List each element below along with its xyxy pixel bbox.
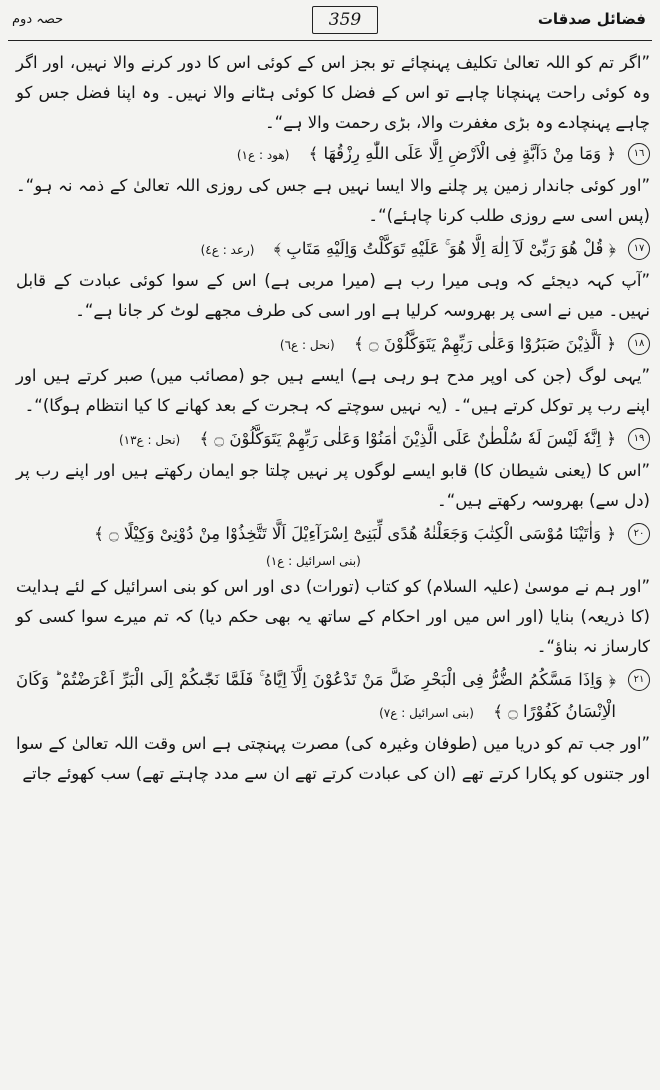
arabic-verse: ﴿ اَلَّذِیْنَ صَبَرُوْا وَعَلٰی رَبِّهِمْ یَتَوَكَّلُوْنَ ۝ ﴾ [353, 334, 616, 353]
verse-reference: (بنی اسرائیل : ع١) [266, 554, 361, 568]
arabic-verse: ﴿ اِنَّهٗ لَیْسَ لَهٗ سُلْطٰنٌ عَلَی الَّذِیْنَ اٰمَنُوْا وَعَلٰی رَبِّهِمْ یَتَوَكَّلُوْنَ ۝ ﴾ [199, 429, 616, 448]
intro-translation: ”اگر تم کو اللہ تعالیٰ تکلیف پہنچائے تو بجز اس کے کوئی اس کا دور کرنے والا نہیں، اور اگر وہ کوئی راحت پہنچانا چاہے تو اس کے فضل کا کوئی ہٹانے والا نہیں۔ وہ اپنا فضل جس کو چاہے پہنچادے وہ بڑی مغفرت والا، بڑی رحمت والا ہے“۔ [16, 53, 650, 132]
verse-number: ٢٠ [628, 523, 650, 545]
verse-translation: ”اور کوئی جاندار زمین پر چلنے والا ایسا نہیں ہے جس کی روزی اللہ تعالیٰ کے ذمہ نہ ہو“۔ (پس اسی سے روزی طلب کرنا چاہئے)“۔ [16, 176, 650, 225]
verse-16 [16, 138, 650, 231]
verse-translation: ”اور ہم نے موسیٰ (علیہ السلام) کو کتاب (تورات) دی اور اس کو بنی اسرائیل کے لئے ہدایت (کا ذریعہ) بنایا (اور اس میں اور احکام کے ساتھ یہ بھی حکم دیا) کہ تم میرے سوا کسی کو کارساز نہ بناؤ“۔ [16, 577, 650, 656]
verse-translation: ”آپ کہہ دیجئے کہ وہی میرا رب ہے (میرا مربی ہے) اس کے سوا کوئی عبادت کے قابل نہیں۔ میں نے اسی پر بھروسہ کرلیا ہے اور اسی کی طرف مجھے لوٹ کر جانا ہے“۔ [16, 271, 650, 320]
verse-number: ١٧ [628, 238, 650, 260]
verse-reference: (نحل : ع٦) [279, 338, 335, 352]
arabic-verse: ﴿ وَاٰتَیْنَا مُوْسَی الْكِتٰبَ وَجَعَلْنٰهُ هُدًی لِّبَنِیْٓ اِسْرَآءِیْلَ اَلَّا تَتَّخِذُوْا مِنْ دُوْنِیْ وَكِیْلًا ۝ ﴾ [94, 524, 616, 543]
page-content [16, 48, 650, 1082]
verse-17 [16, 233, 650, 326]
verse-translation: ”اور جب تم کو دریا میں (طوفان وغیرہ کی) مصرت پہنچتی ہے اس وقت اللہ تعالیٰ کے سوا اور جتنوں کو پکارا کرتے تھے (ان کی عبادت کرتے تھے ان سے مدد چاہتے تھے) سب کھوئے جاتے [16, 734, 650, 783]
verse-number: ١٨ [628, 333, 650, 355]
verse-reference: (رعد : ع٤) [200, 243, 255, 257]
arabic-verse: ﴿ وَاِذَا مَسَّكُمُ الضُّرُّ فِی الْبَحْرِ ضَلَّ مَنْ تَدْعُوْنَ اِلَّآ اِیَّاهُ ۚ فَلَمَّا نَجّٰىكُمْ اِلَی الْبَرِّ اَعْرَضْتُمْ ؕ وَكَانَ الْاِنْسَانُ كَفُوْرًا ۝ ﴾ [16, 670, 616, 721]
book-part: حصہ دوم [12, 12, 64, 27]
verse-20 [16, 518, 650, 662]
verse-reference: (نحل : ع١٣) [118, 433, 181, 447]
verse-translation: ”یہی لوگ (جن کی اوپر مدح ہو رہی ہے) ایسے ہیں جو (مصائب میں) صبر کرتے ہیں اور اپنے رب پر توکل کرتے ہیں“۔ (یہ نہیں سوچتے کہ ہجرت کے بعد کھانے کا کیا انتظام ہوگا)“۔ [16, 366, 650, 415]
verse-line [16, 423, 650, 456]
verse-19 [16, 423, 650, 516]
page-header [0, 0, 660, 40]
verse-line [16, 664, 650, 729]
arabic-verse: ﴿ وَمَا مِنْ دَآبَّةٍ فِی الْاَرْضِ اِلَّا عَلَی اللّٰهِ رِزْقُهَا ﴾ [308, 144, 616, 163]
header-divider [8, 40, 652, 41]
verse-line [16, 518, 650, 550]
verse-line [16, 233, 650, 266]
verse-18 [16, 328, 650, 421]
arabic-verse: ﴿ قُلْ هُوَ رَبِّیْ لَآ اِلٰهَ اِلَّا هُوَ ۚ عَلَیْهِ تَوَكَّلْتُ وَاِلَیْهِ مَتَابِ ﴾ [273, 239, 616, 258]
verse-line [16, 328, 650, 361]
verse-line [16, 138, 650, 171]
verse-reference: (بنی اسرائیل : ع٧) [379, 706, 474, 720]
verse-number: ٢١ [628, 669, 650, 691]
verse-number: ١٩ [628, 428, 650, 450]
verse-number: ١٦ [628, 143, 650, 165]
page-number: 359 [312, 6, 378, 34]
verse-reference: (ھود : ع١) [236, 148, 290, 162]
verse-translation: ”اس کا (یعنی شیطان کا) قابو ایسے لوگوں پر نہیں چلتا جو ایمان رکھتے ہیں اور اپنے رب پر (دل سے) بھروسہ رکھتے ہیں“۔ [16, 461, 650, 510]
book-title: فضائل صدقات [537, 10, 646, 28]
verse-21 [16, 664, 650, 789]
